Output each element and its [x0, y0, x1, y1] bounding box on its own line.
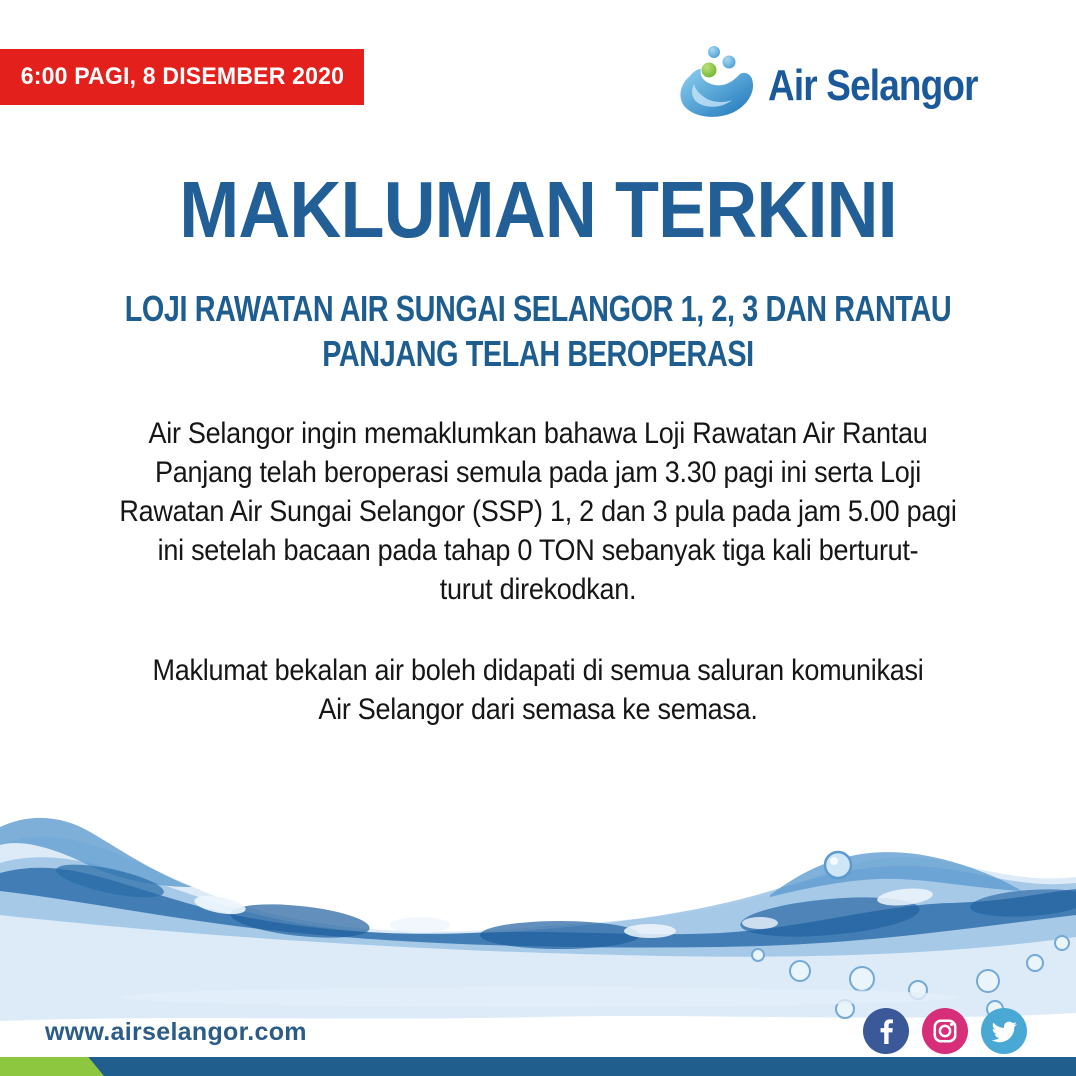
website-link[interactable]: www.airselangor.com: [45, 1018, 307, 1046]
twitter-icon[interactable]: [981, 1008, 1027, 1054]
paragraph1-line: Panjang telah beroperasi semula pada jam 3.30 pagi ini serta Loji: [155, 456, 921, 489]
body-paragraph-2: [54, 651, 1022, 729]
paragraph1-line: turut direkodkan.: [439, 573, 637, 606]
subtitle: [108, 286, 969, 376]
date-text: 6:00 PAGI, 8 DISEMBER 2020: [20, 63, 344, 90]
footer-strip-green: [0, 1057, 104, 1076]
paragraph1-line: Rawatan Air Sungai Selangor (SSP) 1, 2 dan 3 pula pada jam 5.00 pagi: [119, 495, 957, 528]
paragraph1-line: ini setelah bacaan pada tahap 0 TON sebanyak tiga kali berturut-: [157, 534, 919, 567]
date-banner: [0, 49, 364, 105]
page-title: MAKLUMAN TERKINI: [179, 165, 897, 254]
social-icons-row: [863, 1008, 1027, 1054]
paragraph2-line: Maklumat bekalan air boleh didapati di semua saluran komunikasi: [152, 654, 924, 687]
facebook-icon[interactable]: [863, 1008, 909, 1054]
instagram-icon[interactable]: [922, 1008, 968, 1054]
subtitle-line-1: LOJI RAWATAN AIR SUNGAI SELANGOR 1, 2, 3 DAN RANTAU: [124, 288, 952, 329]
body-paragraph-1: [54, 414, 1022, 609]
paragraph1-line: Air Selangor ingin memaklumkan bahawa Loji Rawatan Air Rantau: [148, 417, 928, 450]
subtitle-line-2: PANJANG TELAH BEROPERASI: [322, 333, 754, 374]
water-splash-image: [0, 785, 1076, 1025]
air-selangor-droplet-icon: [676, 40, 760, 118]
footer-strip-blue: [0, 1057, 1076, 1076]
paragraph2-line: Air Selangor dari semasa ke semasa.: [318, 693, 758, 726]
air-selangor-brand-text: Air Selangor: [768, 61, 978, 110]
